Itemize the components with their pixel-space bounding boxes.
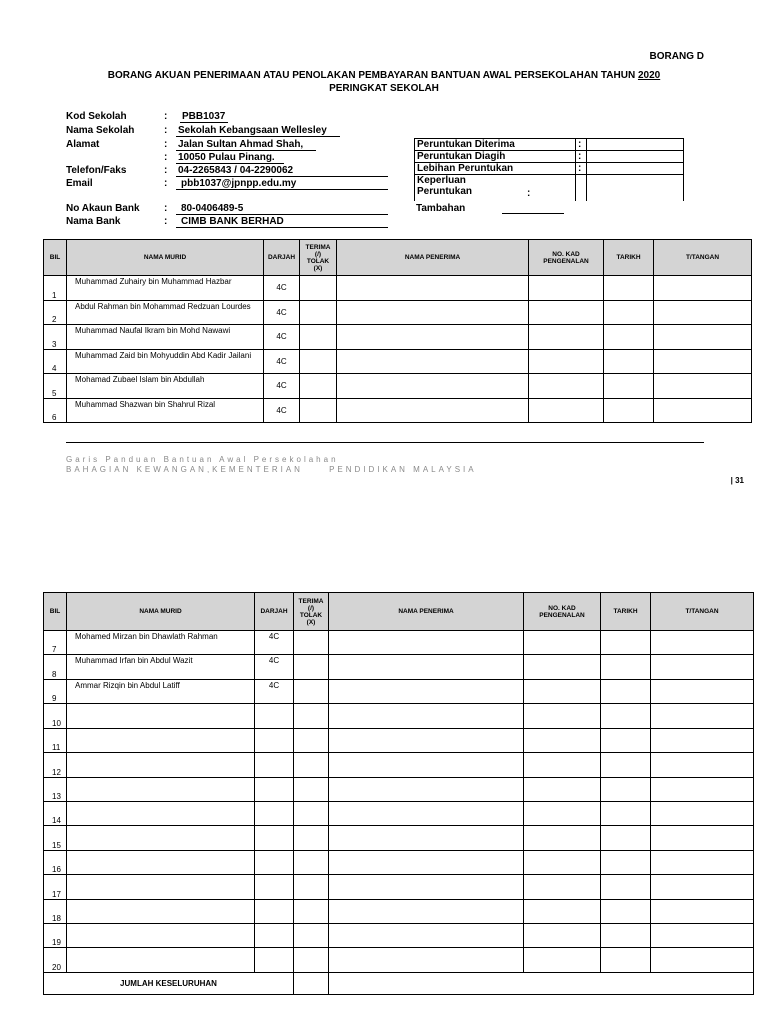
header-kad-pengenalan [529,240,604,276]
header-nama-murid: NAMA MURID [67,240,264,276]
row-nama-penerima-cell[interactable] [329,655,524,679]
row-darjah: 4C [255,655,294,679]
row-tarikh-cell[interactable] [604,276,654,301]
row-terima-tolak-cell[interactable] [300,398,337,423]
row-tarikh-cell[interactable] [601,753,651,777]
row-kad-pengenalan-cell[interactable] [524,753,601,777]
row-student-name [67,850,255,874]
email-value: pbb1037@jpnpp.edu.my [181,178,297,189]
row-terima-tolak-cell[interactable] [294,753,329,777]
row-kad-pengenalan-cell[interactable] [529,276,604,301]
row-nama-penerima-cell[interactable] [329,753,524,777]
header-nama-murid: NAMA MURID [67,593,255,631]
row-kad-pengenalan-cell[interactable] [524,704,601,728]
allocation-table [414,138,684,201]
keperluan-line1: Keperluan [417,175,466,186]
row-tarikh-cell[interactable] [601,704,651,728]
row-tandatangan-cell[interactable] [651,826,754,850]
row-nama-penerima-cell[interactable] [337,349,529,374]
row-terima-tolak-cell[interactable] [294,924,329,948]
table-row [44,398,752,423]
row-bil: 4 [44,349,67,374]
header-tarikh: TARIKH [601,593,651,631]
row-student-name: Muhammad Naufal Ikram bin Mohd Nawawi [67,325,264,350]
row-kad-pengenalan-cell[interactable] [529,300,604,325]
row-darjah [255,875,294,899]
keperluan-line2: Peruntukan [417,186,473,197]
row-tarikh-cell[interactable] [601,631,651,655]
footer-guideline: Garis Panduan Bantuan Awal Persekolahan [66,455,339,464]
row-nama-penerima-cell[interactable] [329,924,524,948]
row-darjah: 4C [264,374,300,399]
row-tandatangan-cell[interactable] [651,850,754,874]
row-tarikh-cell[interactable] [604,398,654,423]
row-kad-pengenalan-cell[interactable] [524,924,601,948]
row-tandatangan-cell[interactable] [651,631,754,655]
nama-sekolah-value: Sekolah Kebangsaan Wellesley [178,125,327,136]
table-row [44,349,752,374]
table-row [44,655,754,679]
row-student-name [67,899,255,923]
table-row [44,728,754,752]
row-darjah [255,826,294,850]
row-tarikh-cell[interactable] [601,875,651,899]
row-terima-tolak-cell[interactable] [294,801,329,825]
form-title-main: BORANG AKUAN PENERIMAAN ATAU PENOLAKAN PEMBAYARAN BANTUAN AWAL PERSEKOLAHAN TAHUN [107,70,636,81]
peruntukan-diterima-label: Peruntukan Diterima [415,139,576,151]
alamat-line2: 10050 Pulau Pinang. [178,152,275,163]
row-bil: 8 [44,655,67,679]
row-tarikh-cell[interactable] [601,826,651,850]
student-table-page2 [43,592,754,995]
row-tarikh-cell[interactable] [601,948,651,973]
table-row [44,850,754,874]
form-subtitle: PERINGKAT SEKOLAH [329,83,439,94]
row-kad-pengenalan-cell[interactable] [524,728,601,752]
header-bil: BIL [44,240,67,276]
row-bil: 19 [44,924,67,948]
row-darjah: 4C [255,679,294,703]
row-terima-tolak-cell[interactable] [300,349,337,374]
row-terima-tolak-cell[interactable] [300,300,337,325]
row-tandatangan-cell[interactable] [651,655,754,679]
row-tandatangan-cell[interactable] [651,899,754,923]
row-bil: 16 [44,850,67,874]
row-bil: 20 [44,948,67,973]
colon: : [164,178,168,189]
footer-ministry: BAHAGIAN KEWANGAN,KEMENTERIAN PENDIDIKAN MALAYSIA [66,465,477,474]
header-terima: TERIMA [305,243,331,251]
row-student-name [67,704,255,728]
row-student-name [67,948,255,973]
bank-value: CIMB BANK BERHAD [181,216,284,227]
row-darjah: 4C [255,631,294,655]
lebihan-peruntukan-label: Lebihan Peruntukan [415,163,576,175]
table-row [44,679,754,703]
row-darjah [255,801,294,825]
nama-sekolah-label: Nama Sekolah [66,125,135,136]
row-tandatangan-cell[interactable] [651,728,754,752]
alamat-label: Alamat [66,139,100,150]
row-bil: 5 [44,374,67,399]
form-title [0,70,768,81]
row-tandatangan-cell[interactable] [654,300,752,325]
row-student-name: Mohamad Zubael Islam bin Abdullah [67,374,264,399]
header-kad-line2: PENGENALAN [539,611,585,619]
row-terima-tolak-cell[interactable] [294,728,329,752]
footer-divider [66,442,704,443]
peruntukan-diagih-label: Peruntukan Diagih [415,151,576,163]
row-terima-tolak-cell[interactable] [294,704,329,728]
keperluan-label [415,175,576,202]
row-nama-penerima-cell[interactable] [329,704,524,728]
row-darjah [255,850,294,874]
table-row [44,875,754,899]
colon: : [164,203,168,214]
row-student-name: Muhammad Irfan bin Abdul Wazit [67,655,255,679]
row-student-name: Muhammad Shazwan bin Shahrul Rizal [67,398,264,423]
row-bil: 1 [44,276,67,301]
colon: : [164,216,168,227]
table-row [44,948,754,973]
row-student-name: Muhammad Zaid bin Mohyuddin Abd Kadir Jailani [67,349,264,374]
header-tolak-mark: (X) [313,264,323,272]
bank-label: Nama Bank [66,216,121,227]
row-tandatangan-cell[interactable] [651,679,754,703]
row-darjah [255,753,294,777]
row-tandatangan-cell[interactable] [654,325,752,350]
jumlah-keseluruhan-label: JUMLAH KESELURUHAN [44,973,294,995]
page-number: | 31 [730,476,744,485]
row-terima-tolak-cell[interactable] [294,679,329,703]
colon: : [576,163,587,175]
telefon-label: Telefon/Faks [66,165,127,176]
row-kad-pengenalan-cell[interactable] [524,899,601,923]
row-terima-tolak-cell[interactable] [294,948,329,973]
row-nama-penerima-cell[interactable] [329,850,524,874]
peruntukan-diterima-value[interactable] [587,139,684,151]
row-kad-pengenalan-cell[interactable] [524,826,601,850]
keperluan-value[interactable] [587,175,684,202]
row-student-name [67,875,255,899]
header-nama-penerima: NAMA PENERIMA [329,593,524,631]
row-student-name [67,777,255,801]
table-row [44,325,752,350]
row-tarikh-cell[interactable] [601,801,651,825]
row-bil: 15 [44,826,67,850]
row-tarikh-cell[interactable] [604,374,654,399]
colon: : [576,151,587,163]
colon: : [164,139,168,150]
row-student-name [67,826,255,850]
row-kad-pengenalan-cell[interactable] [524,850,601,874]
row-terima-tolak-cell[interactable] [294,899,329,923]
header-terima-mark: (/) [307,604,315,612]
alamat-line1: Jalan Sultan Ahmad Shah, [178,139,304,150]
row-terima-tolak-cell[interactable] [294,850,329,874]
row-terima-tolak-cell[interactable] [300,374,337,399]
table-row [44,777,754,801]
row-kad-pengenalan-cell[interactable] [524,655,601,679]
table-row [44,899,754,923]
row-kad-pengenalan-cell[interactable] [529,398,604,423]
table-row [44,300,752,325]
row-student-name [67,753,255,777]
row-bil: 2 [44,300,67,325]
row-nama-penerima-cell[interactable] [329,728,524,752]
row-bil: 3 [44,325,67,350]
row-darjah: 4C [264,349,300,374]
row-tarikh-cell[interactable] [601,679,651,703]
row-kad-pengenalan-cell[interactable] [524,801,601,825]
row-kad-pengenalan-cell[interactable] [524,948,601,973]
row-kad-pengenalan-cell[interactable] [524,777,601,801]
header-tarikh: TARIKH [604,240,654,276]
row-tarikh-cell[interactable] [601,728,651,752]
row-student-name [67,924,255,948]
row-terima-tolak-cell[interactable] [294,631,329,655]
colon: : [164,152,168,163]
table-row [44,826,754,850]
row-bil: 9 [44,679,67,703]
colon: : [164,125,168,136]
header-kad-pengenalan [524,593,601,631]
row-nama-penerima-cell[interactable] [337,374,529,399]
header-tandatangan: T/TANGAN [654,240,752,276]
row-nama-penerima-cell[interactable] [329,875,524,899]
row-tandatangan-cell[interactable] [651,948,754,973]
table-row [44,631,754,655]
row-nama-penerima-cell[interactable] [329,826,524,850]
row-nama-penerima-cell[interactable] [329,801,524,825]
header-terima-tolak [294,593,329,631]
row-tandatangan-cell[interactable] [651,753,754,777]
form-code: BORANG D [649,51,704,62]
row-bil: 12 [44,753,67,777]
row-tarikh-cell[interactable] [604,349,654,374]
row-darjah: 4C [264,325,300,350]
row-nama-penerima-cell[interactable] [329,679,524,703]
row-bil: 6 [44,398,67,423]
colon: : [527,188,531,199]
row-tarikh-cell[interactable] [601,777,651,801]
row-terima-tolak-cell[interactable] [300,276,337,301]
row-nama-penerima-cell[interactable] [337,325,529,350]
row-bil: 18 [44,899,67,923]
row-darjah: 4C [264,276,300,301]
email-label: Email [66,178,93,189]
header-nama-penerima: NAMA PENERIMA [337,240,529,276]
row-terima-tolak-cell[interactable] [294,655,329,679]
header-tandatangan: T/TANGAN [651,593,754,631]
header-terima-tolak [300,240,337,276]
row-tarikh-cell[interactable] [601,899,651,923]
row-bil: 13 [44,777,67,801]
header-tolak: TOLAK [299,611,323,619]
header-kad-line2: PENGENALAN [543,257,589,265]
row-bil: 11 [44,728,67,752]
row-darjah: 4C [264,300,300,325]
student-table-page1 [43,239,752,423]
table-row [44,704,754,728]
kod-sekolah-label: Kod Sekolah [66,111,127,122]
row-darjah [255,777,294,801]
table-row [44,801,754,825]
row-darjah: 4C [264,398,300,423]
peruntukan-diagih-value[interactable] [587,151,684,163]
row-tandatangan-cell[interactable] [651,704,754,728]
row-tandatangan-cell[interactable] [651,801,754,825]
row-tandatangan-cell[interactable] [651,777,754,801]
row-kad-pengenalan-cell[interactable] [524,679,601,703]
row-terima-tolak-cell[interactable] [300,325,337,350]
telefon-value: 04-2265843 / 04-2290062 [178,165,294,176]
row-student-name: Abdul Rahman bin Mohammad Redzuan Lourdes [67,300,264,325]
table-row [44,753,754,777]
row-terima-tolak-cell[interactable] [294,875,329,899]
row-tandatangan-cell[interactable] [654,374,752,399]
form-title-year: 2020 [637,70,661,81]
header-darjah: DARJAH [264,240,300,276]
row-tarikh-cell[interactable] [604,300,654,325]
kod-sekolah-value: PBB1037 [182,111,226,122]
header-bil: BIL [44,593,67,631]
colon: : [164,111,168,122]
row-student-name: Muhammad Zuhairy bin Muhammad Hazbar [67,276,264,301]
row-bil: 17 [44,875,67,899]
row-nama-penerima-cell[interactable] [329,948,524,973]
row-bil: 7 [44,631,67,655]
row-student-name [67,801,255,825]
jumlah-terima-cell[interactable] [294,973,329,995]
row-terima-tolak-cell[interactable] [294,777,329,801]
row-student-name: Ammar Rizqin bin Abdul Latiff [67,679,255,703]
colon: : [576,139,587,151]
row-bil: 10 [44,704,67,728]
header-tolak: TOLAK [306,257,330,265]
table-row [44,374,752,399]
row-nama-penerima-cell[interactable] [329,777,524,801]
row-nama-penerima-cell[interactable] [329,631,524,655]
row-kad-pengenalan-cell[interactable] [524,631,601,655]
table-row [44,924,754,948]
row-tarikh-cell[interactable] [604,325,654,350]
row-darjah [255,948,294,973]
row-tarikh-cell[interactable] [601,850,651,874]
akaun-label: No Akaun Bank [66,203,140,214]
row-kad-pengenalan-cell[interactable] [524,875,601,899]
row-tandatangan-cell[interactable] [651,875,754,899]
row-student-name [67,728,255,752]
row-nama-penerima-cell[interactable] [337,398,529,423]
row-kad-pengenalan-cell[interactable] [529,349,604,374]
header-kad-line1: NO. KAD [548,604,576,612]
row-student-name: Mohamed Mirzan bin Dhawlath Rahman [67,631,255,655]
header-kad-line1: NO. KAD [552,250,580,258]
row-tandatangan-cell[interactable] [651,924,754,948]
row-tandatangan-cell[interactable] [654,398,752,423]
row-tandatangan-cell[interactable] [654,349,752,374]
header-terima: TERIMA [298,597,324,605]
header-tolak-mark: (X) [306,618,316,626]
jumlah-blank-cell [329,973,754,995]
row-kad-pengenalan-cell[interactable] [529,374,604,399]
row-darjah [255,704,294,728]
keperluan-line3: Tambahan [416,203,466,214]
akaun-value: 80-0406489-5 [181,203,244,214]
row-darjah [255,728,294,752]
row-tarikh-cell[interactable] [601,924,651,948]
header-darjah: DARJAH [255,593,294,631]
table-row [44,276,752,301]
colon: : [164,165,168,176]
row-darjah [255,899,294,923]
row-bil: 14 [44,801,67,825]
header-terima-mark: (/) [314,250,322,258]
row-tandatangan-cell[interactable] [654,276,752,301]
row-nama-penerima-cell[interactable] [337,276,529,301]
row-nama-penerima-cell[interactable] [329,899,524,923]
row-nama-penerima-cell[interactable] [337,300,529,325]
row-terima-tolak-cell[interactable] [294,826,329,850]
row-darjah [255,924,294,948]
row-tarikh-cell[interactable] [601,655,651,679]
lebihan-peruntukan-value[interactable] [587,163,684,175]
row-kad-pengenalan-cell[interactable] [529,325,604,350]
